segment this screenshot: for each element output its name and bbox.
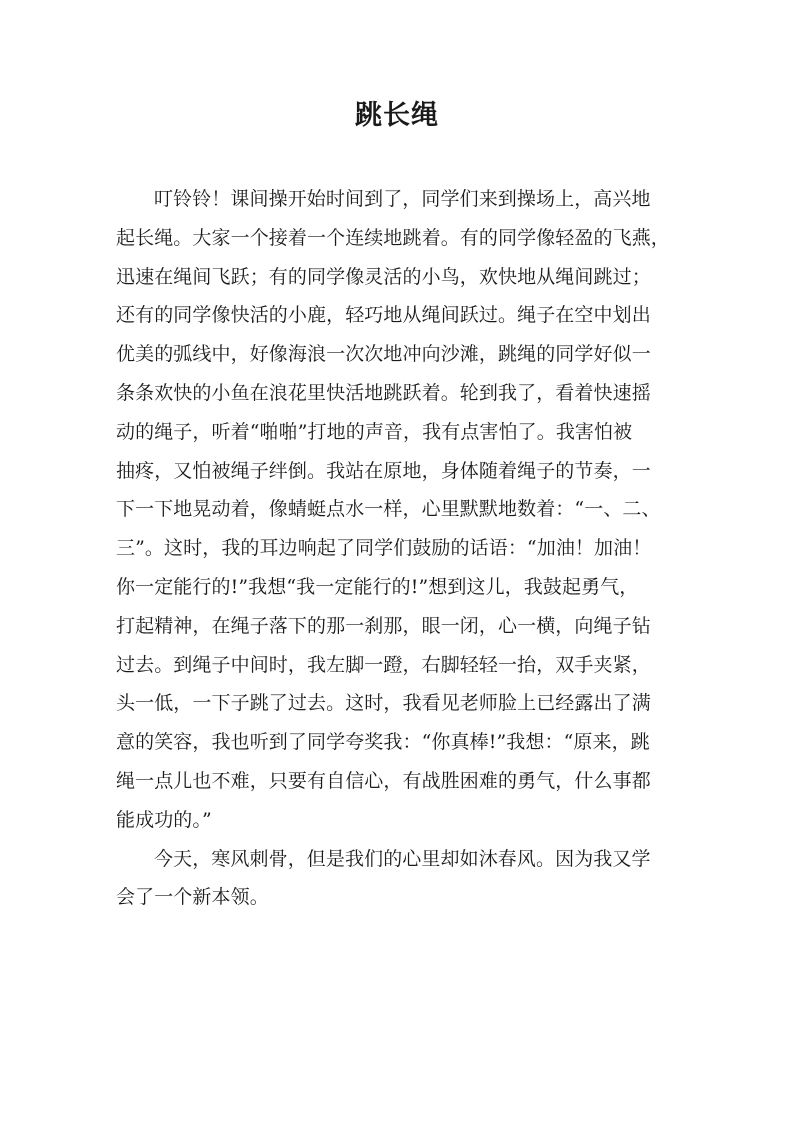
- paragraph-1-line-4: 还有的同学像快活的小鹿，轻巧地从绳间跃过。绳子在空中划出: [116, 304, 651, 327]
- paragraph-1-line-7: 动的绳子，听着“啪啪”打地的声音，我有点害怕了。我害怕被: [116, 420, 633, 443]
- paragraph-1-line-12: 打起精神，在绳子落下的那一刹那，眼一闭，心一横，向绳子钻: [116, 614, 651, 637]
- document-body: [116, 180, 696, 917]
- paragraph-2-line-1: 今天，寒风刺骨，但是我们的心里却如沐春风。因为我又学: [154, 847, 651, 870]
- paragraph-1-line-3: 迅速在绳间飞跃；有的同学像灵活的小鸟，欢快地从绳间跳过；: [116, 265, 651, 288]
- paragraph-1-line-10: 三”。这时，我的耳边响起了同学们鼓励的话语：“加油！加油！: [116, 537, 652, 560]
- paragraph-1-line-16: 绳一点儿也不难，只要有自信心，有战胜困难的勇气，什么事都: [116, 769, 651, 792]
- paragraph-1-line-13: 过去。到绳子中间时，我左脚一蹬，右脚轻轻一抬，双手夹紧，: [116, 653, 651, 676]
- paragraph-1-line-15: 意的笑容，我也听到了同学夸奖我：“你真棒!”我想：“原来，跳: [116, 731, 650, 754]
- paragraph-1-line-1: 叮铃铃！课间操开始时间到了，同学们来到操场上，高兴地: [154, 188, 651, 210]
- document-title: 跳长绳: [355, 100, 439, 131]
- paragraph-1-line-11: 你一定能行的!”我想“我一定能行的!”想到这儿，我鼓起勇气，: [116, 575, 639, 598]
- paragraph-2-line-2: 会了一个新本领。: [116, 886, 269, 909]
- paragraph-1-line-8: 抽疼，又怕被绳子绊倒。我站在原地，身体随着绳子的节奏，一: [116, 459, 651, 482]
- paragraph-1-line-2: 起长绳。大家一个接着一个连续地跳着。有的同学像轻盈的飞燕，: [116, 226, 670, 249]
- paragraph-1-line-17: 能成功的。”: [116, 808, 212, 831]
- paragraph-1-line-5: 优美的弧线中，好像海浪一次次地冲向沙滩，跳绳的同学好似一: [116, 343, 651, 366]
- paragraph-1-line-14: 头一低，一下子跳了过去。这时，我看见老师脸上已经露出了满: [116, 692, 651, 715]
- paragraph-1-line-6: 条条欢快的小鱼在浪花里快活地跳跃着。轮到我了，看着快速摇: [116, 381, 651, 404]
- paragraph-1-line-9: 下一下地晃动着，像蜻蜓点水一样，心里默默地数着：“一、二、: [116, 498, 661, 521]
